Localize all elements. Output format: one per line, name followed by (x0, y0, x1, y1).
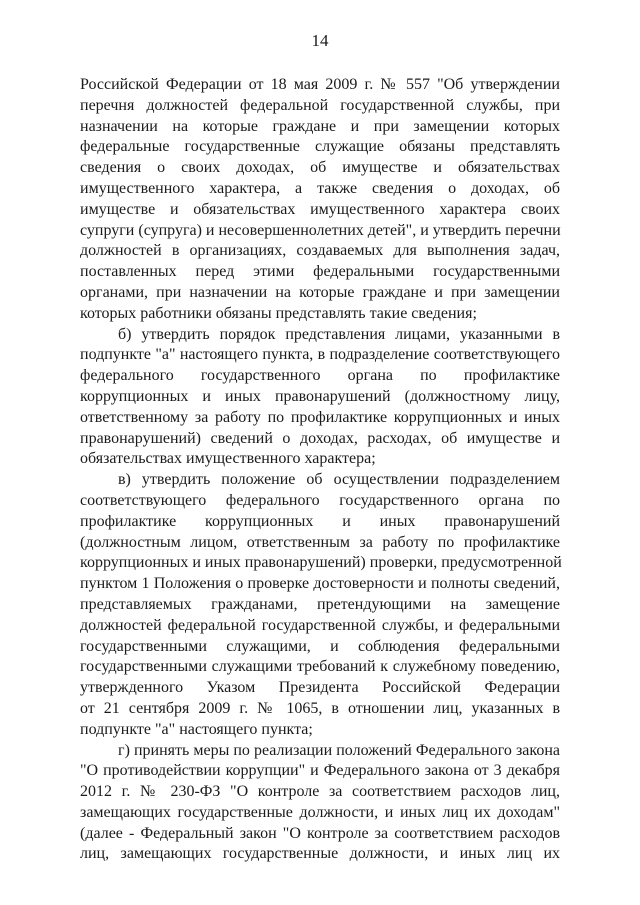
text-line: лиц, замещающих государственные должности, и иных лиц их (80, 845, 560, 863)
text-line: должностей федеральной государственной службы, и федеральными (80, 616, 560, 634)
text-line: государственными служащими требований к служебному поведению, (80, 658, 560, 676)
text-line: поставленных перед этими федеральными государственными (80, 263, 560, 281)
text-line: сведения о своих доходах, об имуществе и обязательствах (80, 159, 560, 177)
text-line: федеральные государственные служащие обязаны представлять (80, 138, 560, 156)
text-line: перечня должностей федеральной государственной службы, при (80, 96, 560, 114)
text-line: федерального государственного органа по профилактике (80, 367, 560, 385)
text-line: соответствующего федерального государственного органа по (80, 491, 560, 509)
text-line: "О противодействии коррупции" и Федерального закона от 3 декабря (80, 762, 560, 780)
text-line: правонарушений) сведений о доходах, расходах, об имуществе и (80, 429, 560, 447)
text-line: (далее - Федеральный закон "О контроле за соответствием расходов (80, 824, 560, 842)
text-line: коррупционных и иных правонарушений (должностному лицу, (80, 387, 560, 405)
text-line: утвержденного Указом Президента Российской Федерации (80, 679, 560, 697)
text-line: супруги (супруга) и несовершеннолетних детей", и утвердить перечни (80, 221, 561, 239)
text-line: коррупционных и иных правонарушений) проверки, предусмотренной (80, 554, 562, 572)
text-line: представляемых гражданами, претендующими на замещение (80, 595, 560, 613)
text-line: б) утвердить порядок представления лицами, указанными в (118, 325, 560, 343)
text-line: назначении на которые граждане и при замещении которых (80, 117, 560, 135)
text-line: г) принять меры по реализации положений Федерального закона (118, 741, 560, 759)
text-line: замещающих государственные должности, и иных лиц их доходам" (80, 803, 560, 821)
text-line: имущественного характера, а также сведения о доходах, об (80, 179, 560, 197)
text-line: подпункте "а" настоящего пункта, в подразделение соответствующего (80, 346, 560, 364)
text-line: (должностным лицом, ответственным за работу по профилактике (80, 533, 560, 551)
text-line: которых работники обязаны представлять такие сведения; (80, 304, 477, 322)
text-line: Российской Федерации от 18 мая 2009 г. № 557 "Об утверждении (80, 76, 560, 93)
text-line: в) утвердить положение об осуществлении подразделением (118, 471, 560, 489)
page-number: 14 (311, 31, 329, 50)
text-line: профилактике коррупционных и иных правонарушений (80, 512, 560, 530)
text-line: 2012 г. № 230-ФЗ "О контроле за соответствием расходов лиц, (80, 783, 560, 801)
text-line: государственными служащими, и соблюдения федеральными (80, 637, 560, 655)
text-line: ответственному за работу по профилактике коррупционных и иных (80, 408, 560, 426)
text-line: органами, при назначении на которые граждане и при замещении (80, 283, 560, 301)
text-line: подпункте "а" настоящего пункта; (80, 720, 313, 738)
text-line: пунктом 1 Положения о проверке достоверности и полноты сведений, (80, 575, 560, 593)
text-line: обязательствах имущественного характера; (80, 450, 376, 468)
text-line: имуществе и обязательствах имущественного характера своих (80, 200, 560, 218)
text-line: должностей в организациях, создаваемых для выполнения задач, (80, 242, 560, 260)
document-body (80, 75, 560, 865)
text-line: от 21 сентября 2009 г. № 1065, в отношении лиц, указанных в (80, 699, 560, 717)
